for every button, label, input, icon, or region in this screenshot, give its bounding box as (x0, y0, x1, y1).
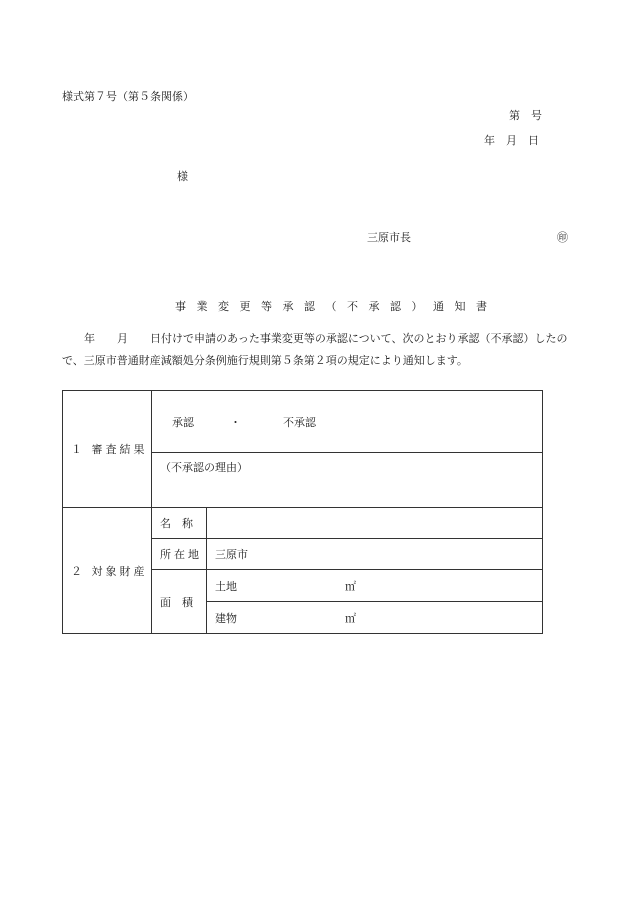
area-label: 面 積 (152, 570, 207, 634)
approve-option: 承認 (172, 415, 194, 429)
decision-cell (152, 391, 543, 453)
reason-cell (152, 453, 543, 508)
section2-label: ２ 対象財産 (63, 508, 152, 634)
reason-label: （不承認の理由） (160, 461, 248, 474)
sender-title: 三原市長 (367, 231, 411, 244)
building-area-cell (207, 602, 543, 634)
location-label: 所在地 (152, 539, 207, 570)
document-title: 事業変更等承認（不承認）通知書 (175, 300, 498, 313)
name-label: 名 称 (152, 508, 207, 539)
location-value: 三原市 (207, 539, 543, 570)
disapprove-option: 不承認 (283, 415, 316, 429)
document-number: 第 号 (509, 109, 542, 122)
addressee: 様 (177, 170, 188, 183)
form-label: 様式第７号（第５条関係） (62, 90, 194, 103)
document-date: 年 月 日 (484, 134, 539, 147)
land-unit: ㎡ (345, 579, 356, 593)
building-label: 建物 (215, 611, 237, 625)
land-area-cell (207, 570, 543, 602)
section1-label: １ 審査結果 (63, 391, 152, 508)
land-label: 土地 (215, 579, 237, 593)
building-unit: ㎡ (345, 611, 356, 625)
body-text: 年 月 日付けで申請のあった事業変更等の承認について、次のとおり承認（不承認）したので、三原市普通財産減額処分条例施行規則第５条第２項の規定により通知します。 (62, 332, 568, 367)
seal-mark: ㊞ (557, 231, 568, 244)
name-value (207, 508, 543, 539)
form-table (62, 390, 543, 634)
separator-dot: ・ (230, 415, 241, 429)
